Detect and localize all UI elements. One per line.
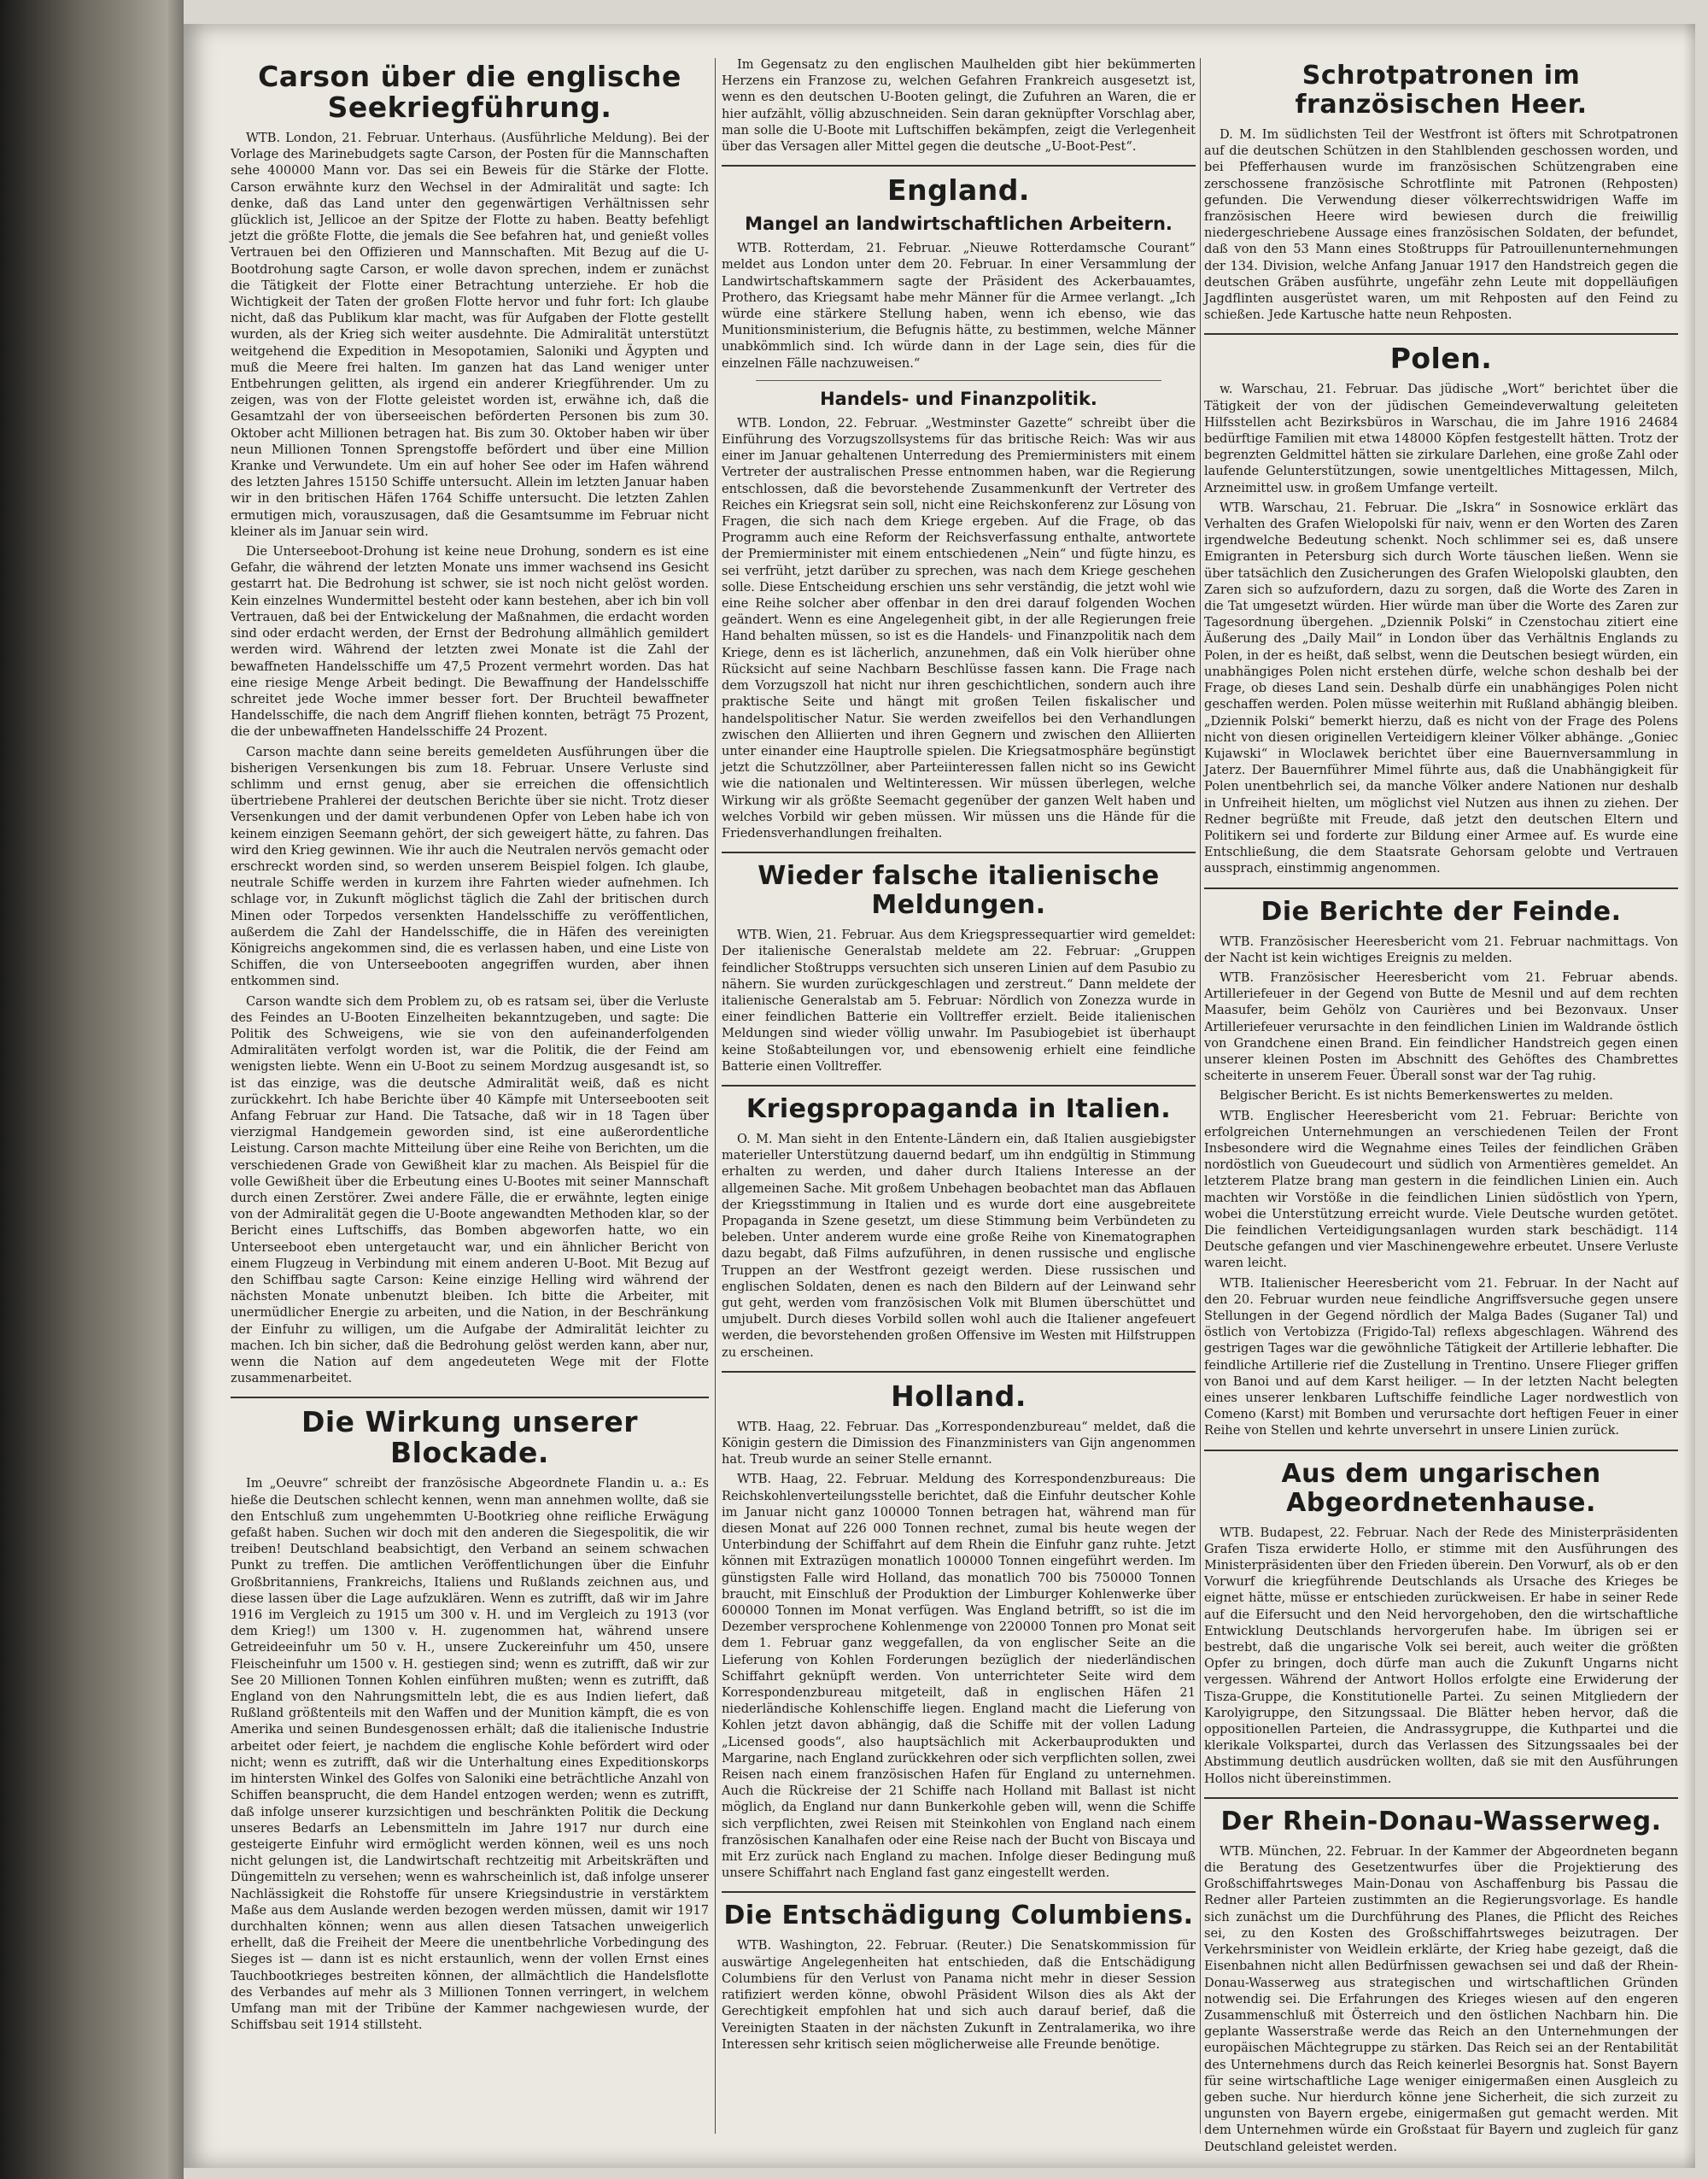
headline-berichte: Die Berichte der Feinde. [1261,896,1622,927]
article-paragraph: WTB. Rotterdam, 21. Februar. „Nieuwe Rotterdamsche Courant“ meldet aus London unter dem 20. Februar. In einer Versammlung der Landwirtschaftskammern sagte der Präsident des Ackerbauamtes, Prothero, das Kriegsamt habe mehr Männer für die Armee verlangt. „Ich würde eine stärkere Stellung haben, wenn ich ebenso, wie das Munitionsministerium, die Befugnis hätte, zu bestimmen, welche Männer unabkömmlich sind. Ich würde dann in der Lage sein, dies für die einzelnen Fälle nachzuweisen.“ [722,241,1196,371]
headline-england: England. [887,173,1030,208]
section-divider [1204,1450,1678,1451]
headline-holland: Holland. [891,1379,1027,1413]
column-rule [715,58,716,2134]
article-paragraph: O. M. Man sieht in den Entente-Ländern ein, daß Italien ausgiebigster materieller Unterstützung dauernd bedarf, um ihn endgültig in Stimmung erhalten zu werden, und daher durch Italiens Interesse an der allgemeinen Sache. Mit großem Unbehagen beobachtet man das Abflauen der Kriegsstimmung in Italien und es wurde dort eine ausgebreitete Propaganda in Szene gesetzt, um diese Stimmung beim Verbündeten zu beleben. Unter anderem wurde eine große Reihe von Kinematographen dazu begabt, daß Films aufzuführen, in denen russische und englische Truppen an der Westfront gezeigt werden. Diese russischen und englischen Soldaten, denen es nach den Bildern auf der Leinwand sehr gut geht, werden vom französischen Volk mit Blumen überschüttet und umjubelt. Durch dieses Vorbild sollen wohl auch die Italiener angefeuert werden, die bevorstehenden großen Offensive im Westen mit Hilfstruppen zu erscheinen. [722,1131,1196,1360]
section-divider [756,380,1161,381]
column-right [1204,56,1678,2154]
section-divider [722,1371,1196,1373]
article-paragraph: Belgischer Bericht. Es ist nichts Bemerkenswertes zu melden. [1220,1088,1613,1104]
article-paragraph: WTB. Italienischer Heeresbericht vom 21. Februar. In der Nacht auf den 20. Februar wurden neue feindliche Angriffsversuche gegen unsere Stellungen in der Gegend nördlich der Malga Bades (Suganer Tal) und östlich von Vertobizza (Frigido-Tal) reflexs abgeschlagen. Während des gestrigen Tages war die gewöhnliche Tätigkeit der Artillerie lebhafter. Die feindliche Artillerie rief die Zustellung in Trentino. Unsere Flieger griffen von Banoi und auf dem Karst heiliger. — In der letzten Nacht belegten eines unserer lenkbaren Luftschiffe feindliche Lager nordwestlich von Comeno (Karst) mit Bomben und verursachte dort heftigen Feuer in einer Reihe von Stellen und kehrte unversehrt in unsere Linien zurück. [1204,1275,1678,1438]
article-paragraph: WTB. Wien, 21. Februar. Aus dem Kriegspressequartier wird gemeldet: Der italienische Generalstab meldete am 22. Februar: „Gruppen feindlicher Stoßtrupps versuchten sich unseren Linien auf dem Pasubio zu nähern. Sie wurden zurückgeschlagen und zerstreut.“ Dann meldete der italienische Generalstab am 5. Februar: Nördlich von Zonezza wurde in einer feindlichen Batterie ein Volltreffer erzielt. Beide italienischen Meldungen sind wieder völlig unwahr. Im Pasubiogebiet ist überhaupt keine Stoßabteilungen vor, und ebensowenig erhielt eine feindliche Batterie einen Volltreffer. [722,928,1196,1074]
article-paragraph: Carson wandte sich dem Problem zu, ob es ratsam sei, über die Verluste des Feindes an U-Booten Einzelheiten bekanntzugeben, und sagte: Die Politik des Schweigens, wie sie von den aufeinanderfolgenden Admiralitäten verfolgt worden ist, war die Politik, die der Feind am wenigsten liebte. Wenn ein U-Boot zu seinem Mordzug ausgesandt ist, so ist das einzige, was die deutsche Admiralität weiß, daß es nicht zurückkehrt. Ich habe Berichte über 40 Kämpfe mit Unterseebooten seit Anfang Februar zur Hand. Die Tatsache, daß wir in 18 Tagen über vierzigmal Handgemein geworden sind, ist eine außerordentliche Leistung. Carson machte Mitteilung über eine Reihe von Berichten, um die verschiedenen Grade von Gewißheit klar zu machen. Als Beispiel für die volle Gewißheit über die Erbeutung eines U-Bootes mit seiner Mannschaft durch einen Zerstörer. Zwei andere Fälle, die er erwähnte, legten einige von der Admiralität gegen die U-Boote angewandten Methoden klar, so der Bericht eines Luftschiffs, das Bomben abgeworfen hatte, wo ein Unterseeboot eben untergetaucht war, und ein ähnlicher Bericht von einem Flugzeug in Verbindung mit einem anderen U-Boot. Mit Bezug auf den Schiffbau sagte Carson: Keine einzige Helling wird während der nächsten Monate unbenutzt bleiben. Ich bitte die Arbeiter, mit unermüdlicher Energie zu arbeiten, und die Nation, in der Beschränkung der Einfuhr zu willigen, um die Aufgabe der Admiralität leichter zu machen. Ich bin sicher, daß die Bedrohung gelöst werden kann, aber nur, wenn die Nation auf dem angedeuteten Wege mit der Flotte zusammenarbeitet. [231,993,709,1386]
article-paragraph: WTB. München, 22. Februar. In der Kammer der Abgeordneten begann die Beratung des Gesetzentwurfes über die Projektierung des Großschiffahrtsweges Main-Donau von Aschaffenburg bis Passau die Redner aller Parteien zustimmten an die Regierungsvorlage. Es handle sich zunächst um die Durchführung des Planes, die Pflicht des Reiches sei, zu den Kosten des Großschiffahrtsweges beizutragen. Der Verkehrsminister von Weidlein erklärte, der Krieg habe gezeigt, daß die Eisenbahnen nicht allen Bedürfnissen gewachsen sei und daß der Rhein-Donau-Wasserweg aus strategischen und wirtschaftlichen Gründen notwendig sei. Die Erfahrungen des Krieges wiesen auf den engeren Zusammenschluß mit Österreich und den östlichen Nachbarn hin. Die geplante Wasserstraße werde das Reich an den Unternehmungen der europäischen Mächtegruppe zu stärken. Das Reich sei an der Rentabilität des Unternehmens durch das Reich keinerlei Besorgnis hat. Sonst Bayern für seine wirtschaftliche Lage weniger einigermaßen einen Ausgleich zu geben suche. Nur hierdurch könne jene Sicherheit, die sich zurzeit zu ungunsten von Bayern ergebe, einigermaßen gut gemacht werden. Mit dem Unternehmen würde ein Großstaat für Bayern und zugleich für ganz Deutschland geleistet werden. [1204,1843,1678,2154]
section-divider [722,1085,1196,1087]
section-divider [1204,333,1678,335]
book-binding [0,0,184,2179]
article-paragraph: WTB. Französischer Heeresbericht vom 21. Februar nachmittags. Von der Nacht ist kein wichtiges Ereignis zu melden. [1204,934,1678,965]
article-paragraph: WTB. Französischer Heeresbericht vom 21. Februar abends. Artilleriefeuer in der Gegend von Butte de Mesnil und auf dem rechten Maasufer, beim Gehölz von Caurières und bei Bezonvaux. Unser Artilleriefeuer verursachte in den feindlichen Linien im Waldrande östlich von Grandchene einen Brand. Ein feindlicher Handstreich gegen einen unserer kleinen Posten im Abschnitt des Gehöftes des Chambrettes scheiterte in unserem Feuer. Überall sonst war der Tag ruhig. [1204,969,1678,1084]
article-paragraph: WTB. Haag, 22. Februar. Das „Korrespondenzbureau“ meldet, daß die Königin gestern die Dimission des Finanzministers van Gijn angenommen hat. Treub wurde an seiner Stelle ernannt. [722,1419,1196,1467]
article-paragraph: Im Gegensatz zu den englischen Maulhelden gibt hier bekümmerten Herzens ein Franzose zu, welchen Gefahren Frankreich ausgesetzt ist, wenn es den deutschen U-Booten gelingt, die Zufuhren an Waren, die er hier aufzählt, völlig abzuschneiden. Sein daran geknüpfter Vorschlag aber, man solle die U-Boote mit Luftschiffen bekämpfen, zeigt die Verlegenheit über das Versagen aller Mittel gegen die deutsche „U-Boot-Pest“. [722,57,1196,155]
section-divider [231,1397,709,1398]
article-paragraph: Im „Oeuvre“ schreibt der französische Abgeordnete Flandin u. a.: Es hieße die Deutschen schlecht kennen, wenn man annehmen wollte, daß sie den Entschluß zum ungehemmten U-Bootkrieg ohne reifliche Erwägung gefaßt haben. Suchen wir doch mit den anderen die Siegespolitik, die wir treiben! Deutschland beabsichtigt, den Verband an seinem schwachen Punkt zu treffen. Die amtlichen Veröffentlichungen über die Einfuhr Großbritanniens, Frankreichs, Italiens und Rußlands zeichnen aus, und diese lassen über die Lage aufzuklären. Wenn es zutrifft, daß wir im Jahre 1916 im Vergleich zu 1915 um 300 v. H. und im Vergleich zu 1913 (vor dem Krieg!) um 1300 v. H. zugenommen hat, während unsere Getreideeinfuhr um 50 v. H., unsere Zuckereinfuhr um 450, unsere Fleischeinfuhr um 1500 v. H. gestiegen sind; wenn es zutrifft, daß wir zur See 20 Millionen Tonnen Kohlen einführen mußten; wenn es zutrifft, daß England von den Nahrungsmitteln lebt, die es aus Indien liefert, daß Rußland größtenteils mit den Waffen und der Munition kämpft, die es von Amerika und seinen Bundesgenossen erhält; daß die italienische Industrie arbeitet oder feiert, je nachdem die englische Kohle befördert wird oder nicht; wenn es zutrifft, daß wir die Unterhaltung eines Expeditionskorps im hintersten Winkel des Golfes von Saloniki eine beträchtliche Anzahl von Schiffen beansprucht, die dem Handel entzogen werden; wenn es zutrifft, daß infolge unserer kurzsichtigen und beschränkten Politik die Deckung unseres Bedarfs an Lebensmitteln im Jahre 1917 nur durch eine gesteigerte Einfuhr wird ermöglicht werden können, weil es uns noch nicht gelungen ist, die Landwirtschaft rechtzeitig mit Arbeitskräften und Düngemitteln zu versehen; wenn es wahrscheinlich ist, daß infolge unserer Nachlässigkeit die Rohstoffe für unsere Kriegsindustrie in verstärktem Maße aus dem Auslande werden bezogen werden müssen, damit wir 1917 durchhalten können; wenn aus allen diesen Tatsachen unweigerlich erhellt, daß die Freiheit der Meere die unentbehrliche Vorbedingung des Sieges ist — dann ist es nicht erstaunlich, wenn der vollen Ernst eines Tauchbootkrieges bestreiten können, der allmächtlich die Handelsflotte des Verbandes auf mehr als 3 Millionen Tonnen verringert, in welchem Umfang man mit der Tribüne der Kammer nachgewiesen wurde, der Schiffsbau seit 1914 stillsteht. [231,1476,709,2033]
newspaper-page [184,24,1695,2168]
headline-entschaedigung: Die Entschädigung Columbiens. [723,1901,1194,1931]
column-middle [722,56,1196,2141]
article-paragraph: WTB. London, 22. Februar. „Westminster Gazette“ schreibt über die Einführung des Vorzugszollsystems für das britische Reich: Was wir aus einer im Januar gehaltenen Unterredung des Premierministers mit einem Vertreter der australischen Presse entnommen haben, war die Regierung entschlossen, daß die bevorstehende Zusammenkunft der Vertreter des Reiches ein Kriegsrat sein soll, nicht eine Reichskonferenz zur Lösung von Fragen, die sich nach dem Kriege ergeben. Auf die Frage, ob das Programm auch eine Reform der Reichsverfassung enthalte, antwortete der Premierminister mit einem entschiedenen „Nein“ und fügte hinzu, es sei verfrüht, jetzt darüber zu sprechen, was nach dem Kriege geschehen solle. Diese Entscheidung erschien uns sehr verständig, die jetzt wohl wie eine Reihe solcher aber offenbar in den drei darauf folgenden Wochen geändert. Wenn es eine Angelegenheit gibt, in der alle Regierungen freie Hand behalten müssen, so ist es die Handels- und Finanzpolitik nach dem Kriege, denn es ist lächerlich, anzunehmen, daß ein Volk hierüber ohne Rücksicht auf seine Nachbarn Beschlüsse fassen kann. Die Frage nach dem Vorzugszoll hat nicht nur ihren geschichtlichen, sondern auch ihre praktische Seite und hängt mit großen Teilen fiskalischer und handelspolitischer Natur. Sie werden zweifellos bei den Verhandlungen zwischen den Alliierten und ihren Gegnern und zwischen den Alliierten unter einander eine Hauptrolle spielen. Die Kriegsatmosphäre begünstigt jetzt die Schutzzöllner, aber Parteiinteressen fallen nicht so ins Gewicht wie die nationalen und Weltinteressen. Wir müssen überlegen, welche Wirkung wir als größte Seemacht gegenüber der ganzen Welt haben und welches Vorbild wir geben müssen. Wir müssen uns die Hände für die Friedensverhandlungen freihalten. [722,415,1196,841]
headline-wieder: Wieder falsche italienische Meldungen. [757,861,1160,921]
headline-kriegspropaganda: Kriegspropaganda in Italien. [746,1093,1172,1124]
article-paragraph: WTB. Washington, 22. Februar. (Reuter.) Die Senatskommission für auswärtige Angelegenheiten hat entschieden, daß die Entschädigung Columbiens für den Verlust von Panama nicht mehr in dieser Session ratifiziert werden könne, obwohl Präsident Wilson dies als Akt der Gerechtigkeit empfohlen hat und sich auch darauf berief, daß die Vereinigten Staaten in der nächsten Zukunft in Zentralamerika, wo ihre Interessen sehr kritisch seien möglicherweise alle Freunde benötige. [722,1938,1196,2052]
headline-schrot: Schrotpatronen im französischen Heer. [1295,61,1588,120]
article-paragraph: WTB. Budapest, 22. Februar. Nach der Rede des Ministerpräsidenten Grafen Tisza erwiderte Hollo, er stimme mit den Ausführungen des Ministerpräsidenten über den Frieden überein. Den Vorwurf, als ob er den Vorwurf die kriegführende Deutschlands als Ursache des Krieges be eignet hätte, müsse er entschieden zurückweisen. Er habe in seiner Rede auf die Eifersucht und den Neid hervorgehoben, den die wirtschaftliche Entwicklung Deutschlands hervorgerufen habe. Im übrigen sei er bestrebt, daß die ungarische Volk sei bereit, auch weiter die größten Opfer zu bringen, doch dürfe man auch die Zukunft Ungarns nicht vergessen. Während der Antwort Hollos erfolgte eine Erwiderung der Tisza-Gruppe, die Konstitutionelle Partei. Zu seinen Mitgliedern der Karolyigruppe, den Sitzungssaal. Die Blätter heben hervor, daß die oppositionellen Parteien, die Andrassygruppe, die Kuthpartei und die klerikale Volkspartei, durch das Verlassen des Sitzungssaales bei der Abstimmung deutlich ausdrücken wollten, daß sie mit den Ausführungen Hollos nicht übereinstimmen. [1204,1525,1678,1786]
article-paragraph: Die Unterseeboot-Drohung ist keine neue Drohung, sondern es ist eine Gefahr, die während der letzten Monate uns immer wachsend ins Gesicht gestarrt hat. Die Bedrohung ist schwer, sie ist noch nicht gelöst worden. Kein einzelnes Wundermittel besteht oder kann bestehen, aber ich bin voll Vertrauen, daß bei der Entwickelung der Maßnahmen, die erdacht worden sind oder erdacht werden, der Ernst der Bedrohung allmählich gemildert werden wird. Während der letzten zwei Monate ist die Zahl der bewaffneten Handelsschiffe um 47,5 Prozent vermehrt worden. Das hat eine riesige Menge Arbeit bedingt. Die Bewaffnung der Handelsschiffe schreitet jede Woche immer besser fort. Der Bruchteil bewaffneter Handelsschiffe, die nach dem Angriff fliehen konnten, beträgt 75 Prozent, die der unbewaffneten Handelsschiffe 24 Prozent. [231,544,709,740]
subheadline-mangel: Mangel an landwirtschaftlichen Arbeitern. [745,214,1173,235]
headline-rhein: Der Rhein-Donau-Wasserweg. [1220,1806,1662,1836]
section-divider [1204,1797,1678,1799]
article-paragraph: w. Warschau, 21. Februar. Das jüdische „Wort“ berichtet über die Tätigkeit der von der jüdischen Gemeindeverwaltung geleiteten Hilfsstellen acht Bezirksbüros in Warschau, die im Jahre 1916 24684 bedürftige Familien mit etwa 148000 Köpfen festgestellt hätten. Trotz der begrenzten Geldmittel hätten sie zirkulare Darlehen, eine große Zahl oder laufende Gelunterstützungen, sowie unentgeltliches Mittagessen, Milch, Arzneimittel usw. in großem Umfange verteilt. [1204,382,1678,495]
section-divider [722,852,1196,853]
headline-polen: Polen. [1389,342,1493,376]
article-paragraph: D. M. Im südlichsten Teil der Westfront ist öfters mit Schrotpatronen auf die deutschen Schützen in den Stahlblenden geschossen worden, und bei Pfefferhausen wurde im französischen Schützengraben eine zerschossene französische Schrotflinte mit Patronen (Rehposten) gefunden. Die Verwendung dieser völkerrechtswidrigen Waffe im französischen Heere wird bewiesen durch die freiwillig niedergeschriebene Aussage eines französischen Soldaten, der befundet, daß von den 53 Mann eines Stoßtrupps für Patrouillenunternehmungen der 134. Division, welche Anfang Januar 1917 den Handstreich gegen die deutschen Gräben ausführte, ungefähr zehn Leute mit doppelläufigen Jagdflinten ausgerüstet waren, um mit Rehposten auf den Feind zu schießen. Jede Kartusche hatte neun Rehposten. [1204,127,1678,323]
section-divider [722,1891,1196,1893]
article-paragraph: WTB. London, 21. Februar. Unterhaus. (Ausführliche Meldung). Bei der Vorlage des Marinebudgets sagte Carson, der Posten für die Mannschaften sehe 400000 Mann vor. Das sei ein Beweis für die Stärke der Flotte. Carson erwähnte kurz den Wechsel in der Admiralität und sagte: Ich denke, daß das Land unter den gegenwärtigen Verhältnissen sehr glücklich ist, Jellicoe an der Spitze der Flotte zu haben. Beatty befehligt jetzt die größte Flotte, die jemals die See befahren hat, und genießt volles Vertrauen bei den Offizieren und Mannschaften. Mit Bezug auf die U-Bootdrohung sagte Carson, er wolle davon sprechen, indem er zunächst die Tätigkeit der Flotte einer Betrachtung unterziehe. Er hob die Wichtigkeit der Taten der großen Flotte hervor und fuhr fort: Ich glaube nicht, daß das Publikum klar macht, was für Aufgaben der Flotte gestellt wurden, als der Krieg sich weiter ausdehnte. Die Admiralität unterstützt weitgehend die Expedition in Mesopotamien, Saloniki und Ägypten und muß die Meere frei halten. Im ganzen hat das Land weniger unter Entbehrungen gelitten, als irgend ein anderer Kriegführender. Um zu zeigen, was von der Flotte geleistet worden ist, erwähne ich, daß die Gesamtzahl der von überseeischen beförderten Personen bis zum 30. Oktober acht Millionen betragen hat. Bis zum 30. Oktober haben wir über neun Millionen Tonnen Sprengstoffe befördert und über eine Million Kranke und Verwundete. Um ein auf hoher See oder im Hafen während des letzten Jahres 15150 Schiffe untersucht. Allein im letzten Januar haben wir in den britischen Häfen 1764 Schiffe untersucht. Die letzten Zahlen ermutigen mich, vorauszusagen, daß die Gesamtsumme im Februar nicht kleiner als im Januar sein wird. [231,131,709,539]
subheadline-handel: Handels- und Finanzpolitik. [820,388,1097,409]
headline-blockade: Die Wirkung unserer Blockade. [301,1405,639,1470]
section-divider [1204,887,1678,889]
headline-carson: Carson über die englische Seekriegführung. [258,60,681,124]
article-paragraph: Carson machte dann seine bereits gemeldeten Ausführungen über die bisherigen Versenkungen bis zum 18. Februar. Unsere Verluste sind schlimm und ernst genug, aber sie erreichen die offensichtlich übertriebene Prahlerei der deutschen Berichte über sie nicht. Trotz dieser Versenkungen und der damit verbundenen Opfer von Leben habe ich von keinem einzigen Seemann gehört, der sich geweigert hätte, zu fahren. Das wird den Krieg gewinnen. Wie ihr auch die Neutralen nervös gemacht oder erschreckt worden sind, so werden unserem Beispiel folgen. Ich glaube, neutrale Schiffe werden in kurzem ihre Fahrten wieder aufnehmen. Ich schlage vor, in Zukunft möglichst täglich die Zahl der britischen durch Minen oder Torpedos versenkten Handelsschiffe zu veröffentlichen, außerdem die Zahl der Handelsschiffe, die in Häfen des vereinigten Königreichs angekommen sind, die es verlassen haben, und eine Liste von Schiffen, die von Unterseebooten angegriffen wurden, aber ihnen entkommen sind. [231,744,709,989]
column-rule [1200,58,1201,2134]
section-divider [722,165,1196,167]
article-paragraph: WTB. Haag, 22. Februar. Meldung des Korrespondenzbureaus: Die Reichskohlenverteilungsstelle berichtet, daß die Einfuhr deutscher Kohle im Januar nicht ganz 100000 Tonnen betragen hat, während man für diesen Monat auf 226 000 Tonnen rechnet, zumal bis heute wegen der Unterbindung der Schiffahrt auf dem Rhein die Einfuhr ganz ruhte. Jetzt können mit Extrazügen monatlich 100000 Tonnen eingeführt werden. Im günstigsten Falle wird Holland, das monatlich 700 bis 750000 Tonnen braucht, mit Einschluß der Produktion der Limburger Kohlenwerke über 600000 Tonnen im Monat verfügen. Was England betrifft, so ist die im Dezember versprochene Kohlenmenge von 220000 Tonnen pro Monat seit dem 1. Februar ganz weggefallen, da von englischer Seite an die Lieferung von Kohlen Forderungen bezüglich der niederländischen Schiffahrt geknüpft werden. Von unterrichteter Seite wird dem Korrespondenzbureau mitgeteilt, daß in englischen Häfen 21 niederländische Kohlenschiffe liegen. England macht die Lieferung von Kohlen jetzt davon abhängig, daß die Schiffe mit der vollen Ladung „Licensed goods“, also hauptsächlich mit Ackerbauprodukten und Margarine, nach England zurückkehren oder sich verpflichten sollen, zwei Reisen nach einem französischen Hafen für England zu unternehmen. Auch die Rückreise der 21 Schiffe nach Holland mit Ballast ist nicht möglich, da England nur dann Bunkerkohle geben will, wenn die Schiffe sich verpflichten, zwei Reisen mit Steinkohlen von England nach einem französischen Kanalhafen oder eine Reise nach der Bucht von Biscaya und mit Erz zurück nach England zu machen. Infolge dieser Bedingung muß unsere Schiffahrt nach England fast ganz eingestellt werden. [722,1472,1196,1881]
column-left [231,56,709,2141]
article-paragraph: WTB. Warschau, 21. Februar. Die „Iskra“ in Sosnowice erklärt das Verhalten des Grafen Wielopolski für naiv, wenn er den Worten des Zaren irgendwelche Bedeutung schenkt. Noch schlimmer sei es, daß unsere Emigranten in Petersburg sich durch Worte täuschen ließen. Wenn sie über tatsächlich den Zusicherungen des Grafen Wielopolski glaubten, den Zaren sich so aufzufordern, dazu zu sorgen, daß die Worte des Zaren in die Tat umgesetzt würden. Hier würde man über die Worte des Zaren zur Tagesordnung übergehen. „Dziennik Polski“ in Czenstochau zitiert eine Äußerung des „Daily Mail“ in London über das Verhältnis Englands zu Polen, in der es heißt, daß selbst, wenn die Deutschen besiegt würden, ein unabhängiges Polen nicht erstehen dürfe, welche schon deshalb bei der Frage, ob dieses Land sein. Deshalb dürfe ein unabhängiges Polen nicht geschaffen werden. Polen müsse weiterhin mit Rußland abhängig bleiben. „Dziennik Polski“ bemerkt hierzu, daß es nicht von der Frage des Polens nicht von diesen originellen Verteidigern kleiner Völker abhänge. „Goniec Kujawski“ in Wloclawek berichtet über eine Bauernversammlung in Jaterz. Der Bauernführer Mimel führte aus, daß die Unabhängigkeit für Polen unentbehrlich sei, da manche Völker andere Nationen nur deshalb in Unfreiheit hielten, um möglichst viel Nutzen aus ihnen zu ziehen. Der Redner begrüßte mit Freude, daß jetzt den deutschen Eltern und Politikern sei und forderte zur Bildung einer Armee auf. Es wurde eine Entschließung, die dem Staatsrate Gehorsam gelobte und Vertrauen aussprach, einstimmig angenommen. [1204,500,1678,876]
headline-ungarisch: Aus dem ungarischen Abgeordnetenhause. [1281,1458,1601,1518]
article-paragraph: WTB. Englischer Heeresbericht vom 21. Februar: Berichte von erfolgreichen Unternehmungen an verschiedenen Teilen der Front Insbesondere wird die Wegnahme eines Teiles der feindlichen Gräben nordöstlich von Gueudecourt und südlich von Armentières gemeldet. An letzterem Platze brang man gestern in die feindlichen Linien ein. Auch machten wir Vorstöße in die feindlichen Linien südöstlich von Ypern, wobei die Unterstützung erreicht wurde. Viele Deutsche wurden getötet. Die feindlichen Verteidigungsanlagen wurden stark beschädigt. 114 Deutsche gefangen und vier Maschinengewehre erbeutet. Unsere Verluste waren leicht. [1204,1108,1678,1271]
